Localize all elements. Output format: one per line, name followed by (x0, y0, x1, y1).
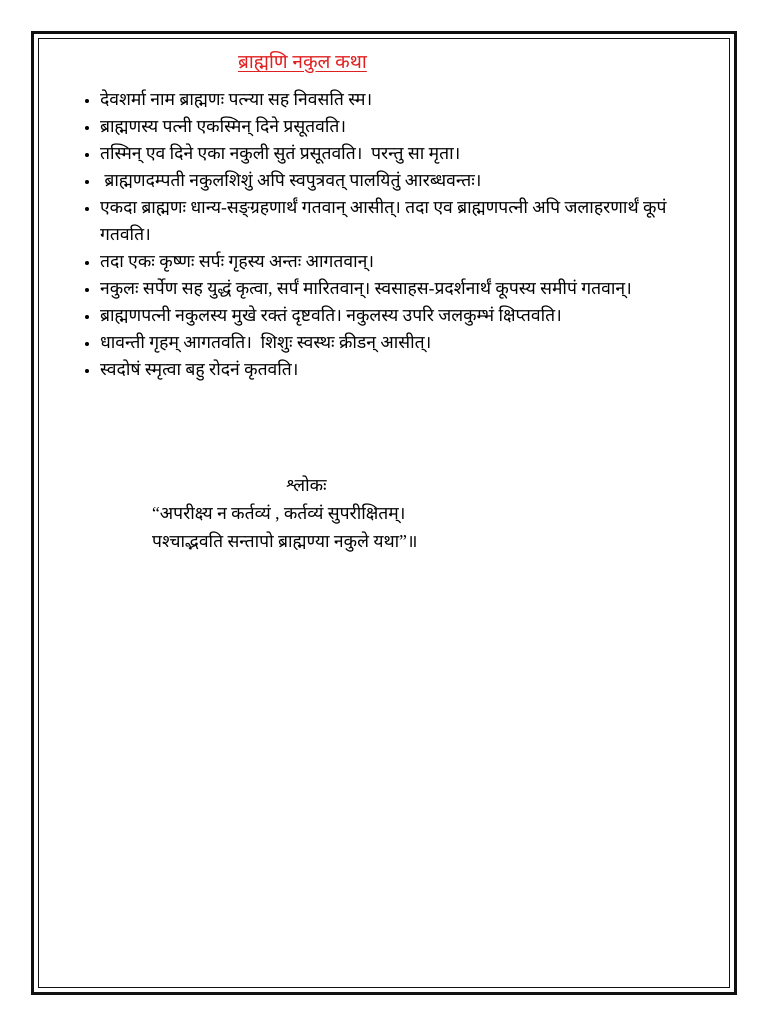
story-point: • तस्मिन् एव दिने एका नकुली सुतं प्रसूतवति। परन्तु सा मृता। (100, 140, 700, 167)
shloka-heading: श्लोकः (286, 475, 327, 495)
shloka-line-2: पश्चाद्भवति सन्तापो ब्राह्मण्या नकुले यथा”॥ (152, 531, 418, 551)
story-point: • तदा एकः कृष्णः सर्पः गृहस्य अन्तः आगतवान्। (100, 248, 700, 275)
story-point: • ब्राह्मणपत्नी नकुलस्य मुखे रक्तं दृष्टवति। नकुलस्य उपरि जलकुम्भं क्षिप्तवति। (100, 302, 700, 329)
story-points-list (76, 86, 700, 383)
story-point: • ब्राह्मणस्य पत्नी एकस्मिन् दिने प्रसूतवति। (100, 113, 700, 140)
story-point: • ब्राह्मणदम्पती नकुलशिशुं अपि स्वपुत्रवत् पालयितुं आरब्धवन्तः। (100, 167, 700, 194)
story-point: • एकदा ब्राह्मणः धान्य-सङ्ग्रहणार्थं गतवान् आसीत्। तदा एव ब्राह्मणपत्नी अपि जलाहरणार्थं कूपं गतवति। (100, 194, 700, 248)
story-point: • स्वदोषं स्मृत्वा बहु रोदनं कृतवति। (100, 356, 700, 383)
shloka-line-1: “अपरीक्ष्य न कर्तव्यं , कर्तव्यं सुपरीक्षितम्। (152, 503, 406, 523)
story-point: • नकुलः सर्पेण सह युद्धं कृत्वा, सर्पं मारितवान्। स्वसाहस-प्रदर्शनार्थं कूपस्य समीपं गतवान्। (100, 275, 700, 302)
story-title: ब्राह्मणि नकुल कथा (238, 52, 367, 73)
story-point: • धावन्ती गृहम् आगतवति। शिशुः स्वस्थः क्रीडन् आसीत्। (100, 329, 700, 356)
story-point: • देवशर्मा नाम ब्राह्मणः पत्न्या सह निवसति स्म। (100, 86, 700, 113)
